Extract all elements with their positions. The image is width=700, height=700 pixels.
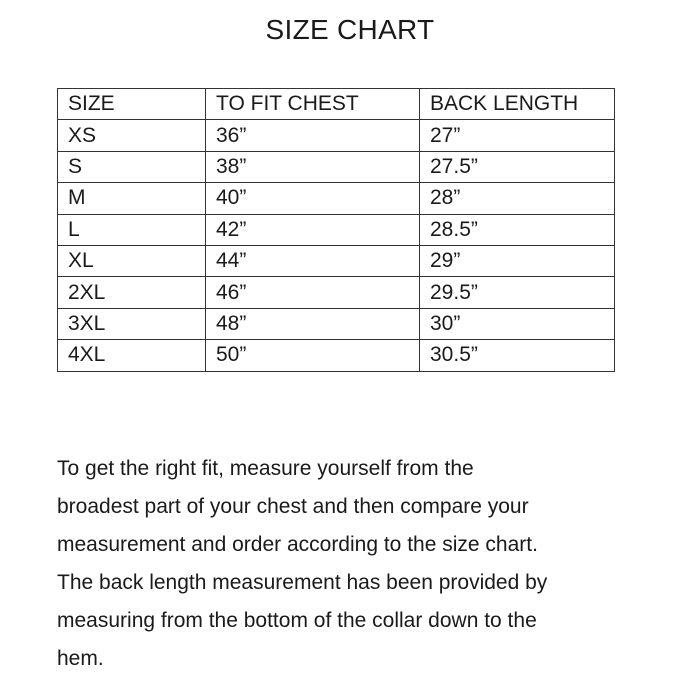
table-header-row	[58, 89, 615, 120]
cell-back-length: 30.5”	[420, 340, 615, 371]
cell-size: L	[58, 214, 206, 245]
cell-size: 4XL	[58, 340, 206, 371]
cell-chest: 40”	[206, 183, 420, 214]
header-to-fit-chest: TO FIT CHEST	[206, 89, 420, 120]
size-chart-table	[57, 88, 615, 372]
instruction-line: The back length measurement has been provided by	[57, 571, 548, 594]
table-row	[58, 245, 615, 276]
table-row	[58, 214, 615, 245]
cell-back-length: 30”	[420, 308, 615, 339]
page-title: SIZE CHART	[265, 14, 435, 45]
instruction-line: hem.	[57, 647, 104, 670]
cell-size: 2XL	[58, 277, 206, 308]
cell-chest: 38”	[206, 151, 420, 182]
cell-size: XS	[58, 120, 206, 151]
header-back-length: BACK LENGTH	[420, 89, 615, 120]
cell-chest: 48”	[206, 308, 420, 339]
cell-back-length: 28”	[420, 183, 615, 214]
cell-size: XL	[58, 245, 206, 276]
header-size: SIZE	[58, 89, 206, 120]
cell-back-length: 29”	[420, 245, 615, 276]
cell-back-length: 29.5”	[420, 277, 615, 308]
cell-size: 3XL	[58, 308, 206, 339]
cell-size: S	[58, 151, 206, 182]
instruction-line: broadest part of your chest and then compare your	[57, 495, 529, 518]
cell-size: M	[58, 183, 206, 214]
cell-back-length: 27.5”	[420, 151, 615, 182]
instruction-line: measurement and order according to the size chart.	[57, 533, 538, 556]
cell-chest: 46”	[206, 277, 420, 308]
cell-chest: 50”	[206, 340, 420, 371]
cell-chest: 44”	[206, 245, 420, 276]
instruction-line: To get the right fit, measure yourself from the	[57, 457, 474, 480]
table-row	[58, 340, 615, 371]
table-row	[58, 308, 615, 339]
cell-back-length: 28.5”	[420, 214, 615, 245]
table-row	[58, 120, 615, 151]
table-row	[58, 277, 615, 308]
cell-back-length: 27”	[420, 120, 615, 151]
table-row	[58, 183, 615, 214]
instruction-line: measuring from the bottom of the collar down to the	[57, 609, 537, 632]
fit-instructions	[57, 450, 657, 678]
table-row	[58, 151, 615, 182]
cell-chest: 42”	[206, 214, 420, 245]
cell-chest: 36”	[206, 120, 420, 151]
